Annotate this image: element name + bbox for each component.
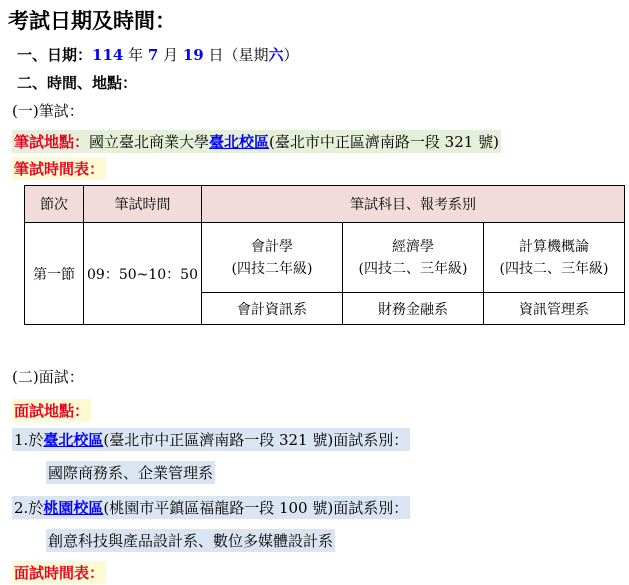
table-cell-dept: 會計資訊系 (202, 293, 343, 325)
table-row (25, 223, 625, 293)
written-exam-title: (一)筆試： (12, 102, 84, 120)
section-time-location-title: 二、時間、地點： (17, 74, 138, 92)
interview-location-label: 面試地點： (12, 399, 91, 422)
subject-group: (四技二、三年級) (358, 260, 468, 277)
subject-name: 經濟學 (392, 238, 434, 255)
interview-item-prefix: 於 (28, 431, 44, 449)
interview-item-text: (桃園市平鎮區福龍路一段 100 號)面試系別： (103, 499, 409, 517)
table-cell-subject (202, 223, 343, 293)
interview-item-2 (12, 496, 410, 519)
subject-group: (四技二年級) (231, 260, 313, 277)
date-month-unit: 月 (158, 46, 183, 64)
table-header-time: 筆試時間 (84, 186, 202, 223)
written-location-address: (臺北市中正區濟南路一段 321 號) (269, 133, 499, 151)
date-day-unit: 日（星期 (203, 46, 269, 64)
date-suffix: ） (283, 46, 299, 64)
table-cell-dept: 資訊管理系 (484, 293, 625, 325)
interview-item-number: 2. (14, 499, 29, 517)
subject-group: (四技二、三年級) (499, 260, 609, 277)
date-year: 114 (92, 46, 124, 64)
subject-name: 會計學 (251, 238, 293, 255)
date-prefix: 一、日期： (17, 46, 93, 64)
interview-item-2-depts: 創意科技與產品設計系、數位多媒體設計系 (46, 529, 335, 552)
table-header-session: 節次 (25, 186, 84, 223)
interview-schedule-label: 面試時間表： (12, 561, 106, 584)
subject-name: 計算機概論 (519, 238, 589, 255)
interview-item-text: (臺北市中正區濟南路一段 321 號)面試系別： (103, 431, 409, 449)
interview-item-1-depts: 國際商務系、企業管理系 (46, 461, 215, 484)
written-location-school: 國立臺北商業大學 (89, 133, 210, 151)
date-month: 7 (147, 46, 159, 64)
interview-item-campus: 桃園校區 (43, 499, 104, 517)
page-title: 考試日期及時間： (8, 8, 176, 33)
interview-item-campus: 臺北校區 (43, 431, 104, 449)
interview-item-number: 1. (14, 431, 29, 449)
written-location-campus: 臺北校區 (209, 133, 270, 151)
written-schedule-label: 筆試時間表： (12, 157, 106, 180)
table-cell-time: 09：50~10：50 (84, 223, 202, 325)
interview-title: (二)面試： (12, 368, 84, 386)
table-header-subjects: 筆試科目、報考系別 (202, 186, 625, 223)
table-header-row (25, 186, 625, 223)
interview-item-prefix: 於 (28, 499, 44, 517)
table-cell-dept: 財務金融系 (343, 293, 484, 325)
date-year-unit: 年 (123, 46, 148, 64)
written-exam-table (24, 185, 625, 325)
exam-date-line (17, 44, 299, 65)
date-weekday: 六 (268, 46, 284, 64)
written-location-line (12, 130, 501, 153)
table-cell-subject (484, 223, 625, 293)
table-cell-session: 第一節 (25, 223, 84, 325)
interview-item-1 (12, 428, 410, 451)
date-day: 19 (182, 46, 204, 64)
written-location-label: 筆試地點： (14, 133, 90, 151)
table-cell-subject (343, 223, 484, 293)
